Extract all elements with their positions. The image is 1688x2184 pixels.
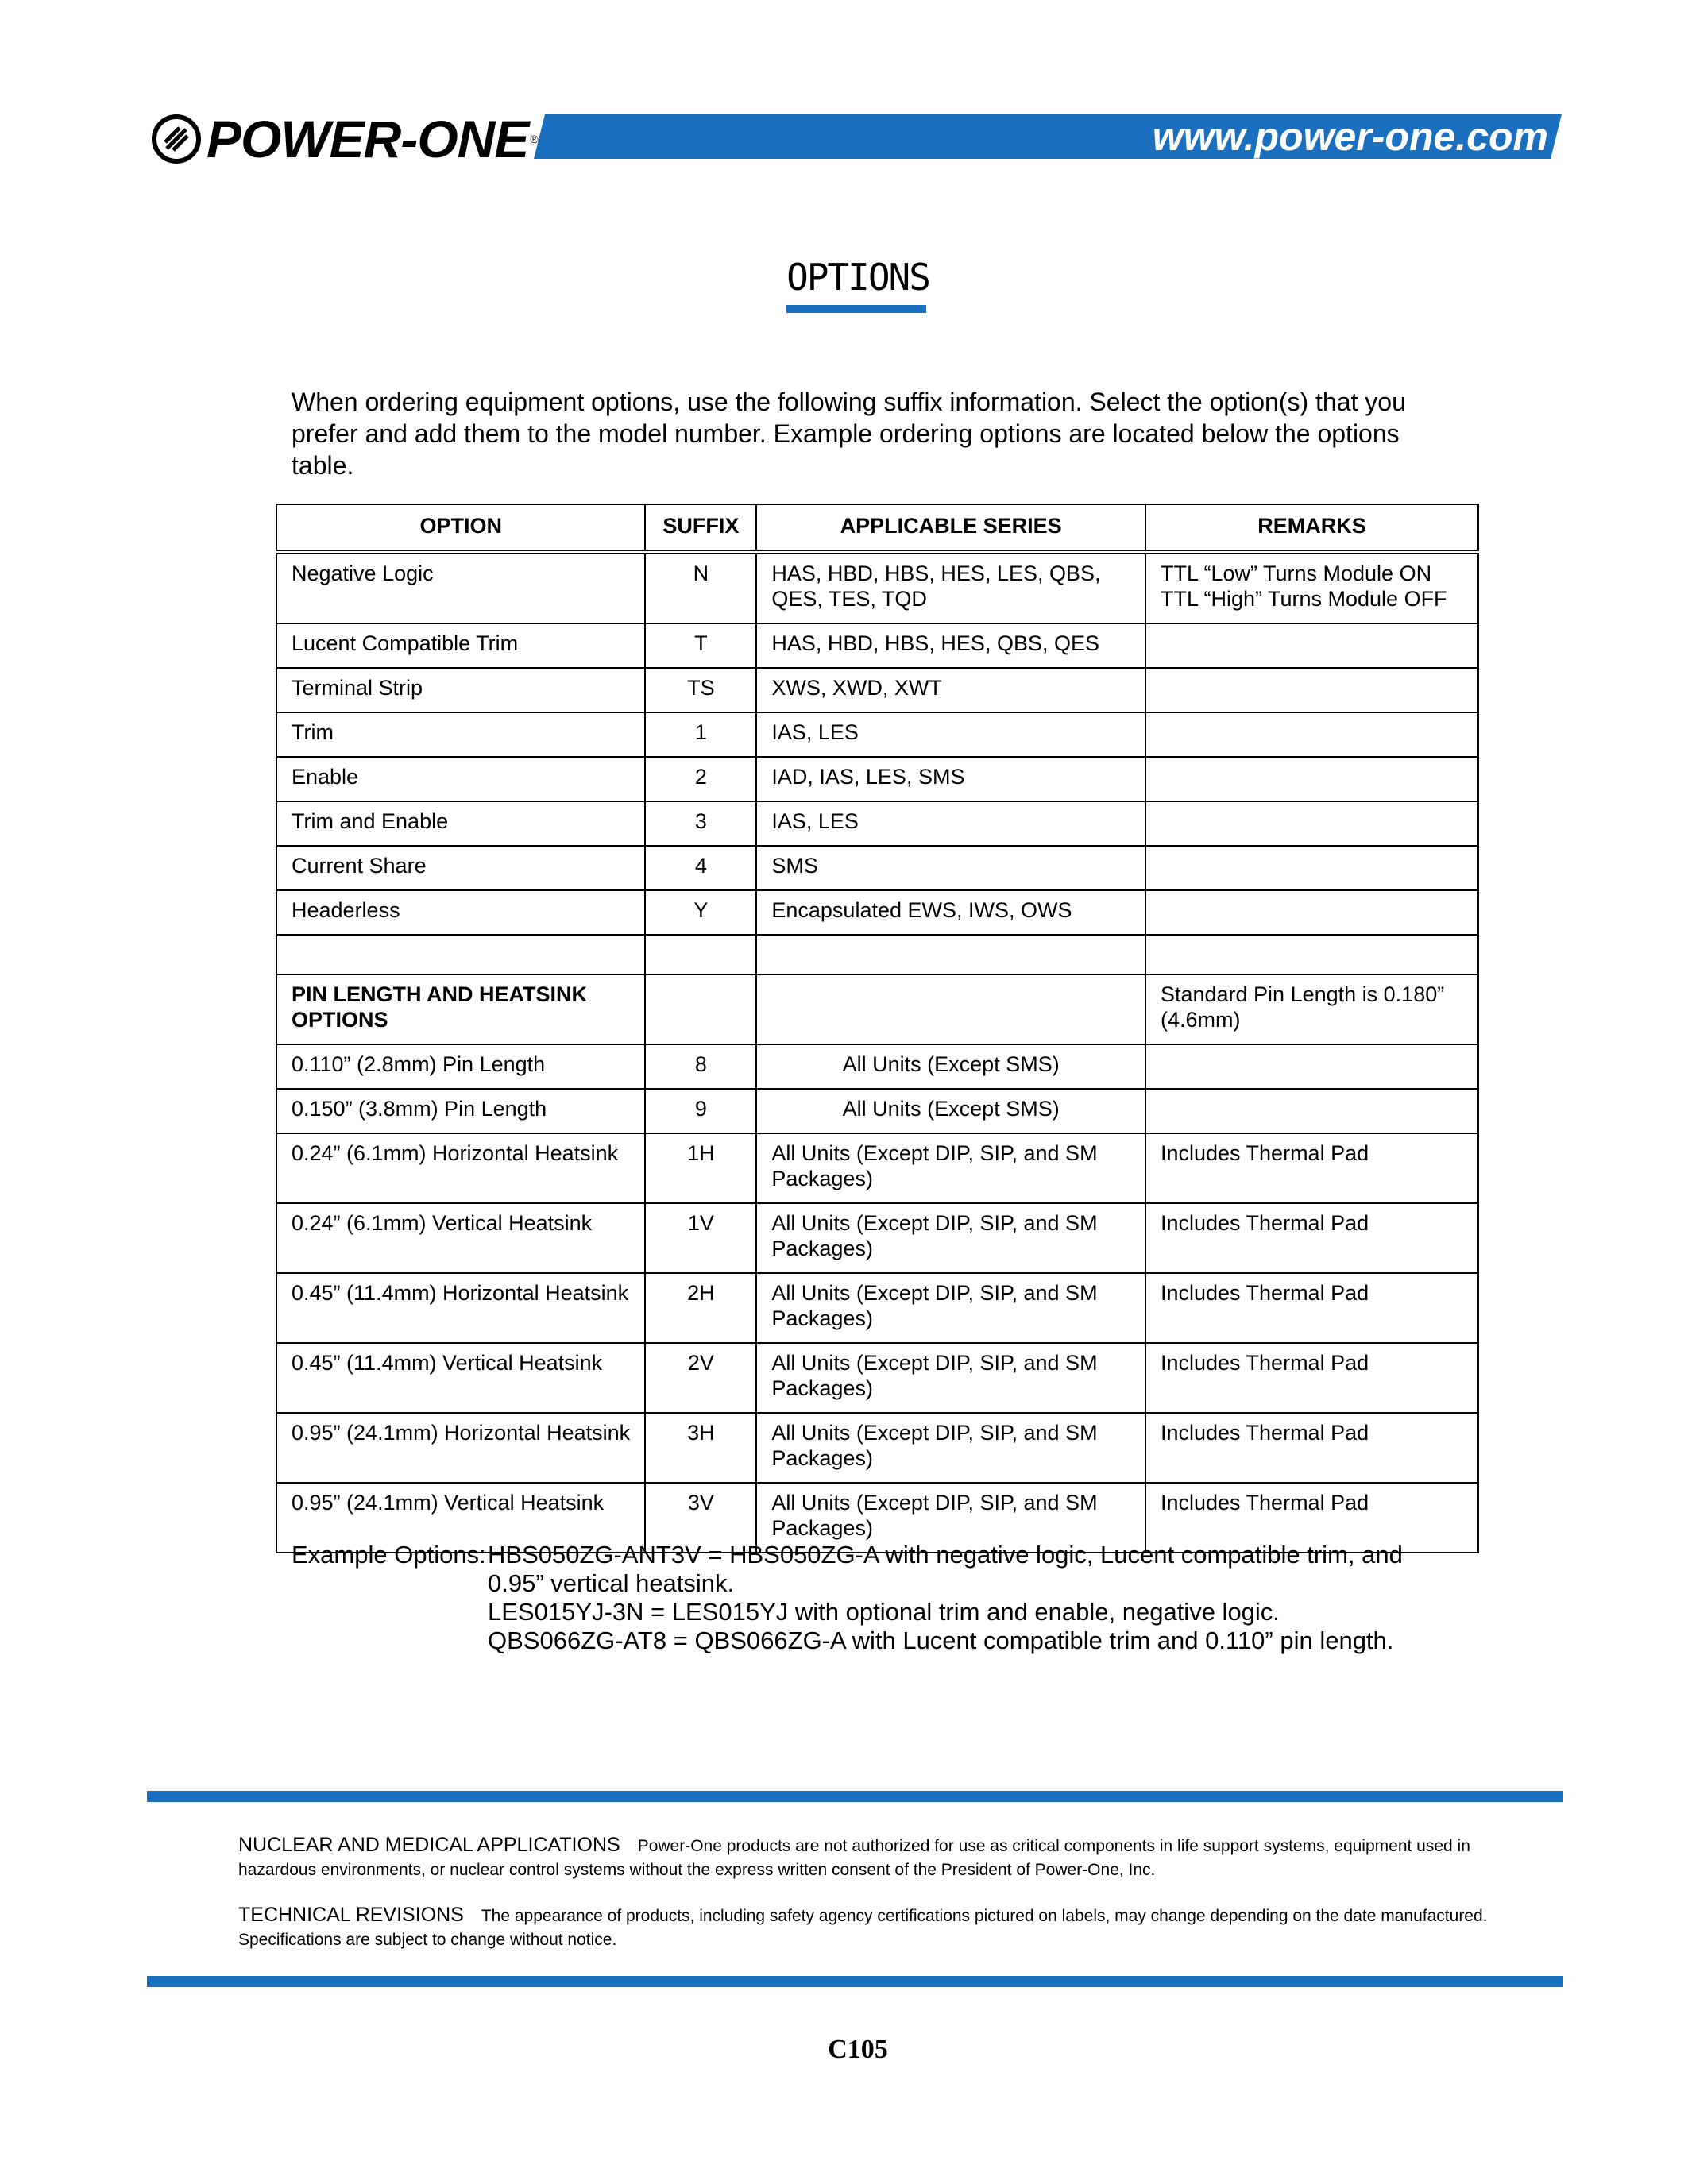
option-cell: Terminal Strip [276, 668, 645, 712]
suffix-cell: 4 [645, 846, 756, 890]
series-cell: IAD, IAS, LES, SMS [756, 757, 1145, 801]
suffix-cell: 2 [645, 757, 756, 801]
suffix-cell: Y [645, 890, 756, 935]
registered-mark: ® [530, 133, 539, 145]
table-row [276, 757, 1478, 801]
series-cell: All Units (Except SMS) [756, 1044, 1145, 1089]
series-cell: All Units (Except DIP, SIP, and SM Packages) [756, 1483, 1145, 1553]
option-cell: 0.95” (24.1mm) Vertical Heatsink [276, 1483, 645, 1553]
table-row [276, 712, 1478, 757]
table-row [276, 552, 1478, 623]
series-cell: IAS, LES [756, 801, 1145, 846]
technical-revisions-heading: TECHNICAL REVISIONS [238, 1904, 464, 1926]
remarks-cell: Includes Thermal Pad [1145, 1413, 1478, 1483]
series-cell: All Units (Except DIP, SIP, and SM Packages) [756, 1133, 1145, 1203]
option-cell: Enable [276, 757, 645, 801]
option-cell: Negative Logic [276, 552, 645, 623]
table-row [276, 1044, 1478, 1089]
suffix-cell: 3 [645, 801, 756, 846]
suffix-cell: TS [645, 668, 756, 712]
example-options-lines [488, 1541, 1457, 1655]
suffix-cell: 3H [645, 1413, 756, 1483]
series-cell: All Units (Except DIP, SIP, and SM Packages) [756, 1343, 1145, 1413]
empty-cell [276, 935, 645, 974]
table-row [276, 1273, 1478, 1343]
remarks-cell [1145, 623, 1478, 668]
example-line: 0.95” vertical heatsink. [488, 1569, 735, 1597]
series-cell: All Units (Except DIP, SIP, and SM Packages) [756, 1413, 1145, 1483]
col-header-suffix: SUFFIX [645, 504, 756, 552]
table-row [276, 890, 1478, 935]
footer-top-rule [147, 1791, 1563, 1802]
option-cell: Trim and Enable [276, 801, 645, 846]
section-title-cell: PIN LENGTH AND HEATSINK OPTIONS [276, 974, 645, 1044]
section-remark-cell: Standard Pin Length is 0.180” (4.6mm) [1145, 974, 1478, 1044]
option-cell: 0.24” (6.1mm) Vertical Heatsink [276, 1203, 645, 1273]
empty-cell [645, 974, 756, 1044]
suffix-cell: 8 [645, 1044, 756, 1089]
option-cell: 0.45” (11.4mm) Vertical Heatsink [276, 1343, 645, 1413]
col-header-series: APPLICABLE SERIES [756, 504, 1145, 552]
example-line: LES015YJ-3N = LES015YJ with optional trim and enable, negative logic. [488, 1598, 1280, 1626]
power-one-logo-icon [151, 114, 202, 164]
table-row [276, 623, 1478, 668]
example-line: HBS050ZG-ANT3V = HBS050ZG-A with negative logic, Lucent compatible trim, and [488, 1541, 1403, 1569]
remarks-cell [1145, 801, 1478, 846]
empty-cell [645, 935, 756, 974]
remarks-cell [1145, 1089, 1478, 1133]
series-cell: HAS, HBD, HBS, HES, LES, QBS, QES, TES, TQD [756, 552, 1145, 623]
table-row-blank [276, 935, 1478, 974]
suffix-cell: 2H [645, 1273, 756, 1343]
col-header-remarks: REMARKS [1145, 504, 1478, 552]
page-title: OPTIONS [786, 256, 929, 299]
remarks-cell [1145, 1044, 1478, 1089]
remarks-cell [1145, 668, 1478, 712]
suffix-cell: 1 [645, 712, 756, 757]
remarks-cell: Includes Thermal Pad [1145, 1273, 1478, 1343]
intro-paragraph: When ordering equipment options, use the following suffix information. Select the option(s) that you prefer and add them to the model number. Example ordering options are located below the options table. [292, 388, 1406, 480]
suffix-cell: 1H [645, 1133, 756, 1203]
option-cell: 0.95” (24.1mm) Horizontal Heatsink [276, 1413, 645, 1483]
technical-revisions-notice [238, 1903, 1509, 1952]
footer-bottom-rule [147, 1976, 1563, 1987]
series-cell: HAS, HBD, HBS, HES, QBS, QES [756, 623, 1145, 668]
series-cell: SMS [756, 846, 1145, 890]
option-cell: Headerless [276, 890, 645, 935]
remarks-cell [1145, 846, 1478, 890]
remarks-cell [1145, 890, 1478, 935]
series-cell: IAS, LES [756, 712, 1145, 757]
empty-cell [756, 935, 1145, 974]
table-header-row [276, 504, 1478, 552]
suffix-cell: N [645, 552, 756, 623]
series-cell: XWS, XWD, XWT [756, 668, 1145, 712]
option-cell: 0.110” (2.8mm) Pin Length [276, 1044, 645, 1089]
suffix-cell: 3V [645, 1483, 756, 1553]
website-url[interactable]: www.power-one.com [1152, 114, 1548, 159]
brand-name: POWER-ONE [207, 110, 529, 168]
remarks-cell: Includes Thermal Pad [1145, 1203, 1478, 1273]
empty-cell [1145, 935, 1478, 974]
remarks-cell: Includes Thermal Pad [1145, 1133, 1478, 1203]
options-table-body [276, 552, 1478, 1553]
title-underline [786, 305, 926, 313]
series-cell: All Units (Except DIP, SIP, and SM Packages) [756, 1203, 1145, 1273]
remarks-cell: Includes Thermal Pad [1145, 1343, 1478, 1413]
remarks-cell [1145, 757, 1478, 801]
suffix-cell: 9 [645, 1089, 756, 1133]
example-line: QBS066ZG-AT8 = QBS066ZG-A with Lucent compatible trim and 0.110” pin length. [488, 1626, 1394, 1654]
table-row [276, 1133, 1478, 1203]
nuclear-notice-heading: NUCLEAR AND MEDICAL APPLICATIONS [238, 1834, 620, 1856]
option-cell: 0.24” (6.1mm) Horizontal Heatsink [276, 1133, 645, 1203]
table-row [276, 1203, 1478, 1273]
page-number: C105 [828, 2035, 888, 2064]
nuclear-notice [238, 1833, 1509, 1882]
table-row [276, 1413, 1478, 1483]
empty-cell [756, 974, 1145, 1044]
suffix-cell: 2V [645, 1343, 756, 1413]
suffix-cell: 1V [645, 1203, 756, 1273]
table-section-row [276, 974, 1478, 1044]
series-cell: Encapsulated EWS, IWS, OWS [756, 890, 1145, 935]
series-cell: All Units (Except DIP, SIP, and SM Packages) [756, 1273, 1145, 1343]
option-cell: Trim [276, 712, 645, 757]
col-header-option: OPTION [276, 504, 645, 552]
option-cell: 0.150” (3.8mm) Pin Length [276, 1089, 645, 1133]
nuclear-notice-text: Power-One products are not authorized for use as critical components in life support systems, equipment used in hazardous environments, or nuclear control systems without the express written consent of the President of Power-One, Inc. [238, 1837, 1470, 1879]
remarks-cell: Includes Thermal Pad [1145, 1483, 1478, 1553]
option-cell: Lucent Compatible Trim [276, 623, 645, 668]
table-row [276, 846, 1478, 890]
remarks-cell [1145, 712, 1478, 757]
table-row [276, 1343, 1478, 1413]
technical-revisions-text: The appearance of products, including safety agency certifications pictured on labels, may change depending on the date manufactured. Specifications are subject to change without notice. [238, 1907, 1488, 1949]
remarks-cell: TTL “Low” Turns Module ON TTL “High” Turns Module OFF [1145, 552, 1478, 623]
series-cell: All Units (Except SMS) [756, 1089, 1145, 1133]
example-options-label: Example Options: [292, 1541, 486, 1569]
suffix-cell: T [645, 623, 756, 668]
option-cell: 0.45” (11.4mm) Horizontal Heatsink [276, 1273, 645, 1343]
table-row [276, 1089, 1478, 1133]
table-row [276, 668, 1478, 712]
option-cell: Current Share [276, 846, 645, 890]
table-row [276, 801, 1478, 846]
options-table [276, 504, 1479, 1553]
brand-logo [151, 111, 539, 167]
